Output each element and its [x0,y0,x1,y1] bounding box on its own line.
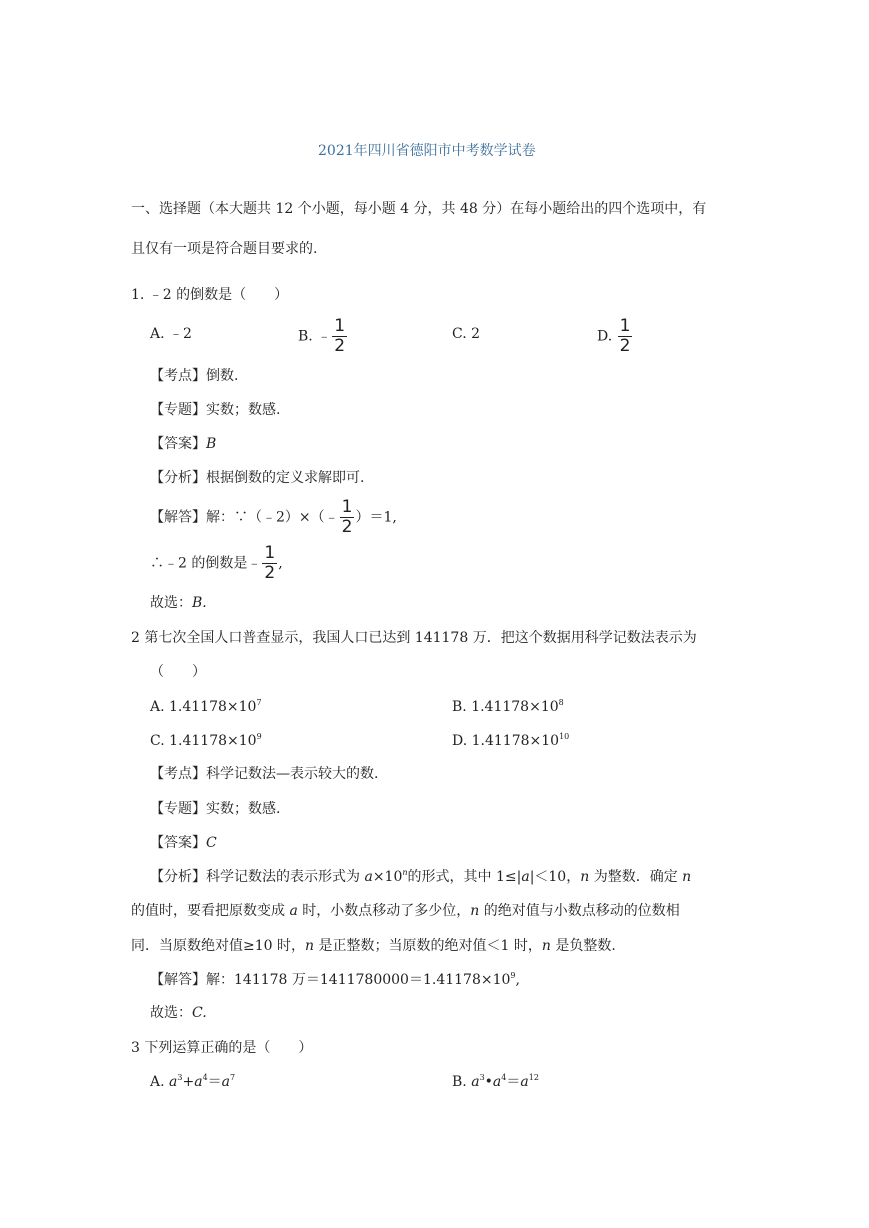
q1-stem: 1. ﹣2 的倒数是（ ） [131,287,289,303]
section-header-line1: 一、选择题（本大题共 12 个小题，每小题 4 分，共 48 分）在每小题给出的四个选项中，有 [131,201,707,217]
fraction-denominator: 2 [334,336,346,356]
text: 的形式，其中 1≤| [407,869,522,885]
option-text: B. 1.41178×10 [452,699,559,715]
exponent: 7 [230,1073,236,1082]
var-a: a [471,1074,480,1090]
operator: ＝ [207,1074,222,1090]
exponent: 4 [501,1073,507,1082]
exponent: 10 [559,732,570,741]
answer-value: B [206,436,217,452]
q1-fenxi: 【分析】根据倒数的定义求解即可. [150,470,365,486]
var-n: n [580,869,590,885]
q1-kaodian: 【考点】倒数. [150,368,239,384]
var-a: a [364,869,373,885]
q3-option-b [452,1075,539,1089]
fraction-numerator: 1 [619,316,631,336]
option-label: B. [452,1074,472,1090]
text: 的绝对值与小数点移动的位数相 [479,903,680,919]
q2-option-d [452,734,569,748]
q3-option-a [150,1075,235,1089]
exponent: 4 [202,1073,208,1082]
q2-fenxi-line1 [150,870,691,884]
fraction-numerator: 1 [341,497,353,517]
text: 的值时，要看把原数变成 [131,903,290,919]
therefore-fraction [262,545,277,582]
exponent: 9 [510,971,516,980]
var-a: a [521,869,530,885]
var-n: n [541,938,551,954]
q1-option-c: C. 2 [452,326,481,342]
fraction-denominator: 2 [264,563,276,583]
text: 【解答】解：141178 万＝1411780000＝1.41178×10 [150,972,511,988]
q1-option-d-fraction [618,318,633,355]
text: 是正整数；当原数的绝对值＜1 时， [314,938,542,954]
fraction-denominator: 2 [619,336,631,356]
q1-answer [150,437,216,451]
var-a: a [289,903,298,919]
choose-value: B. [192,595,207,611]
therefore-prefix: ∴﹣2 的倒数是﹣ [150,555,262,572]
q3-stem: 3 下列运算正确的是（ ） [131,1040,313,1056]
var-a: a [492,1074,502,1090]
q2-kaodian: 【考点】科学记数法—表示较大的数. [150,766,379,782]
answer-value: C [206,835,217,851]
exponent: 3 [479,1073,485,1082]
q1-option-a: A. ﹣2 [150,326,192,342]
operator: • [484,1074,493,1090]
var-n: n [305,938,315,954]
exponent: 9 [256,732,262,741]
option-text: A. 1.41178×10 [150,699,257,715]
jieda-fraction [340,499,355,536]
choose-value: C. [192,1005,207,1021]
var-a: a [169,1074,178,1090]
answer-label: 【答案】 [150,835,206,851]
fraction-denominator: 2 [341,517,353,537]
exponent: 7 [256,698,262,707]
text: 时，小数点移动了多少位， [297,903,471,919]
exponent: 8 [558,698,564,707]
exponent: 12 [528,1073,539,1082]
q2-stem-line1: 2 第七次全国人口普查显示，我国人口已达到 141178 万．把这个数据用科学记数法表示为 [131,630,697,646]
q2-option-a [150,700,262,714]
page-title: 2021年四川省德阳市中考数学试卷 [318,143,536,159]
q1-option-d [597,318,633,355]
var-n: n [470,903,480,919]
q2-option-b [452,700,564,714]
q2-zhuanti: 【专题】实数；数感. [150,801,281,817]
jieda-suffix: ）＝1, [355,509,397,526]
q2-fenxi-line3 [131,939,616,953]
option-text: C. 1.41178×10 [150,733,257,749]
q2-choose [150,1006,207,1020]
q2-fenxi-line2 [131,904,680,918]
choose-label: 故选： [150,595,192,611]
therefore-suffix: , [278,555,283,572]
q1-jieda [150,499,397,536]
option-label: A. [150,1074,170,1090]
text: ×10 [372,869,403,885]
var-a: a [221,1074,231,1090]
var-a: a [520,1074,529,1090]
fraction-numerator: 1 [334,316,346,336]
fraction-numerator: 1 [264,543,276,563]
text: 【分析】科学记数法的表示形式为 [150,869,365,885]
option-text: D. 1.41178×10 [452,733,560,749]
section-header-line2: 且仅有一项是符合题目要求的. [131,241,318,257]
operator: + [182,1074,195,1090]
var-n: n [682,869,692,885]
exponent: 3 [177,1073,183,1082]
text: , [515,972,520,988]
var-a: a [194,1074,203,1090]
q2-stem-line2: （ ） [150,664,206,680]
q1-choose [150,596,207,610]
jieda-prefix: 【解答】解：∵（﹣2）×（﹣ [150,509,339,526]
exponent: n [402,868,408,877]
text: 为整数．确定 [589,869,683,885]
q2-jieda [150,973,520,987]
answer-label: 【答案】 [150,436,206,452]
q1-option-b [298,318,348,355]
q1-option-b-label: B. ﹣ [298,328,332,345]
text: 是负整数. [550,938,616,954]
q1-option-b-fraction [332,318,347,355]
q2-answer [150,836,217,850]
q2-option-c [150,734,262,748]
text: 同．当原数绝对值≥10 时， [131,938,305,954]
text: |＜10， [529,869,581,885]
choose-label: 故选： [150,1005,192,1021]
q1-zhuanti: 【专题】实数；数感. [150,402,281,418]
operator: ＝ [506,1074,521,1090]
q1-option-d-label: D. [597,328,617,345]
q1-therefore [150,545,283,582]
